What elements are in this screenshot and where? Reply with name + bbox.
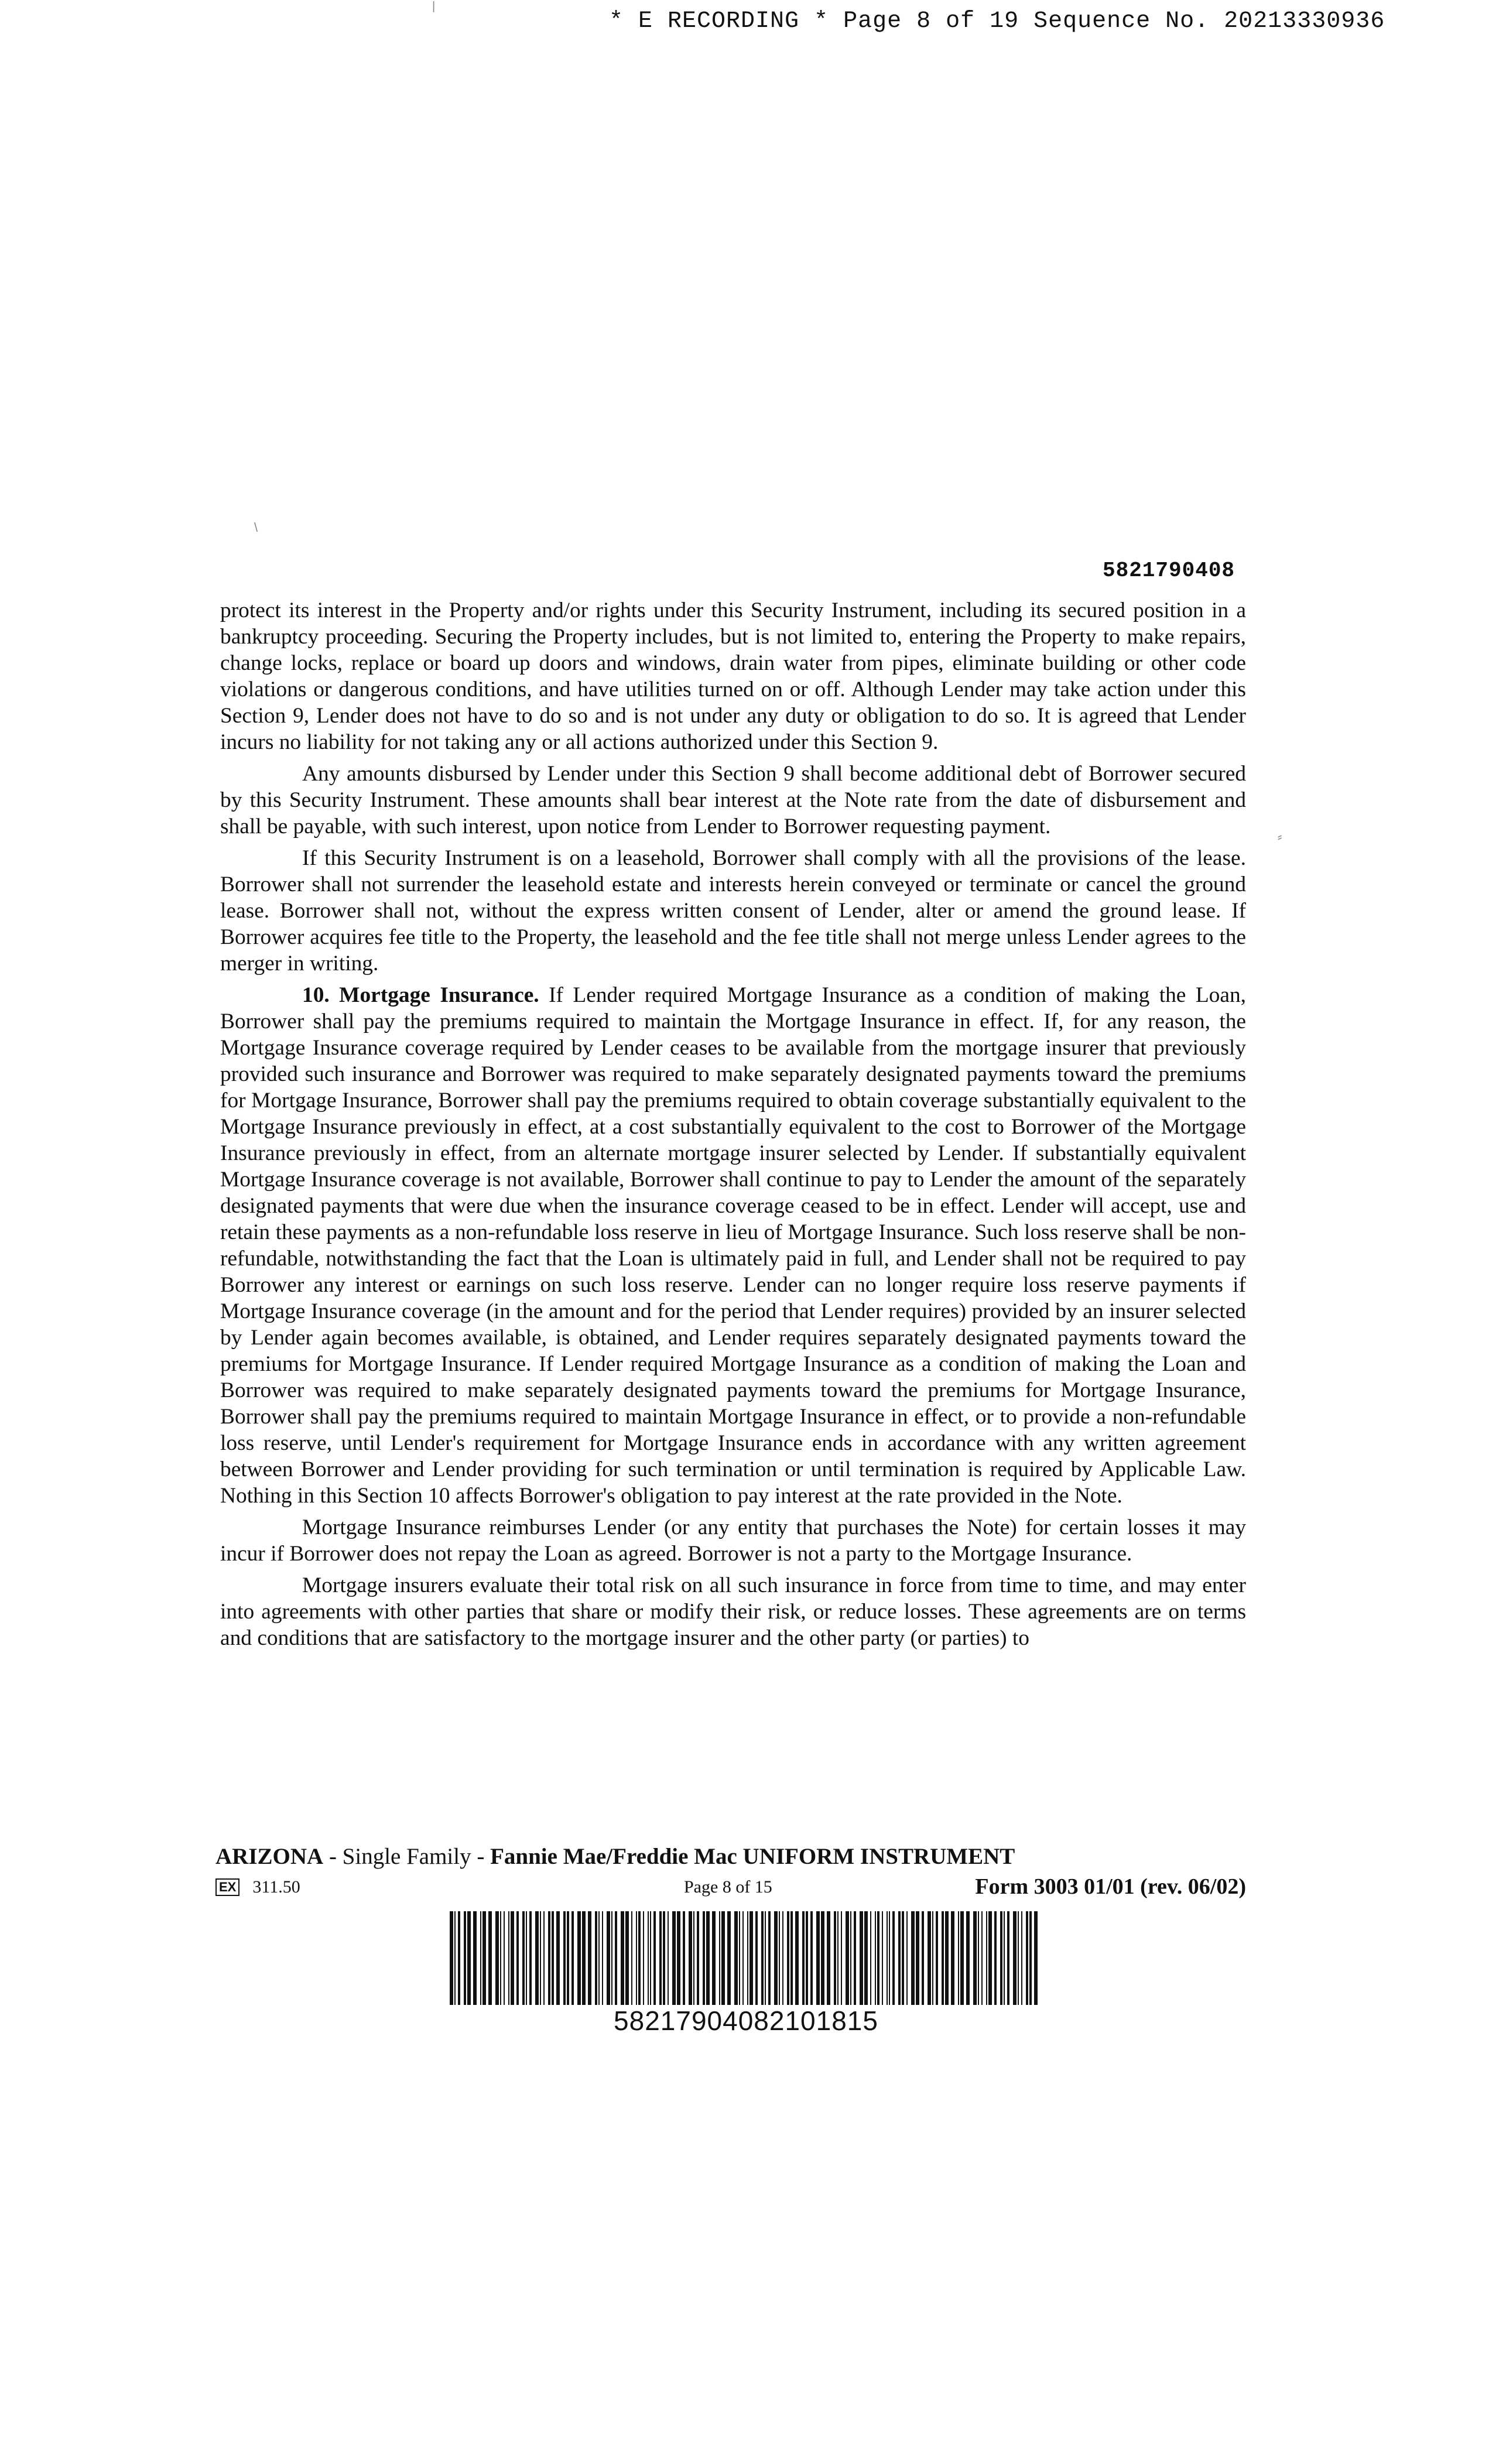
barcode-bar <box>556 1911 560 2005</box>
barcode-bar <box>790 1911 793 2005</box>
barcode-bar <box>650 1911 651 2005</box>
barcode-bar <box>504 1911 505 2005</box>
barcode-bar <box>806 1911 808 2005</box>
paragraph-amounts-disbursed: Any amounts disbursed by Lender under this Section 9 shall become additional debt of Borrower secured by this Security Instrument. These amounts shall bear interest at the Note rate from the date of disbursement and shall be payable, with such interest, upon notice from Lender to Borrower requesting payment. <box>220 762 1246 839</box>
barcode-bar <box>802 1911 805 2005</box>
barcode-bar <box>563 1911 566 2005</box>
barcode-bar <box>1018 1911 1019 2005</box>
barcode-bar <box>870 1911 871 2005</box>
barcode-bar <box>697 1911 699 2005</box>
barcode-bar <box>577 1911 581 2005</box>
barcode-bar <box>458 1911 460 2005</box>
barcode-bar <box>672 1911 676 2005</box>
barcode-bar <box>467 1911 471 2005</box>
document-body <box>220 597 1246 1657</box>
barcode-bar <box>747 1911 748 2005</box>
barcode-bar <box>689 1911 692 2005</box>
barcode-bar <box>911 1911 915 2005</box>
barcode-bar <box>877 1911 879 2005</box>
barcode-bar <box>795 1911 799 2005</box>
barcode-bar <box>742 1911 744 2005</box>
barcode-bar <box>864 1911 868 2005</box>
barcode-bar <box>548 1911 550 2005</box>
barcode-bar <box>526 1911 527 2005</box>
barcode-bar <box>960 1911 964 2005</box>
barcode-bar <box>480 1911 481 2005</box>
barcode-bar <box>782 1911 783 2005</box>
barcode-icon <box>447 1911 1045 2005</box>
barcode-bar <box>543 1911 545 2005</box>
barcode-bar <box>607 1911 610 2005</box>
barcode-bar <box>787 1911 789 2005</box>
barcode-bar <box>712 1911 716 2005</box>
paragraph-leasehold: If this Security Instrument is on a leasehold, Borrower shall comply with all the provisions of the lease. Borrower shall not surrender the leasehold estate and interests herein conveyed or terminate or cancel the ground lease. Borrower shall not, without the express written consent of Lender, alter or amend the ground lease. If Borrower acquires fee title to the Property, the leasehold and the fee title shall not merge unless Lender agrees to the merger in writing. <box>220 846 1246 976</box>
barcode-bar <box>473 1911 477 2005</box>
barcode-bar <box>986 1911 987 2005</box>
barcode-bar <box>602 1911 603 2005</box>
barcode-bar <box>755 1911 758 2005</box>
barcode-bar <box>643 1911 644 2005</box>
barcode-bar <box>958 1911 959 2005</box>
barcode-number: 58217904082101815 <box>614 2006 878 2036</box>
barcode-bar <box>567 1911 569 2005</box>
barcode-bar <box>846 1911 849 2005</box>
section-10-heading: 10. Mortgage Insurance. <box>302 983 539 1007</box>
barcode-bar <box>850 1911 851 2005</box>
barcode-bar <box>495 1911 499 2005</box>
barcode-bar <box>668 1911 669 2005</box>
barcode-bar <box>693 1911 694 2005</box>
loan-number: 5821790408 <box>1103 559 1236 583</box>
barcode-bar <box>535 1911 539 2005</box>
barcode-bar <box>482 1911 486 2005</box>
form-code-number: 311.50 <box>252 1877 300 1897</box>
paragraph-section10 <box>220 982 1246 1509</box>
scan-speck: ⸗ <box>1278 829 1282 844</box>
barcode-bar <box>945 1911 949 2005</box>
form-title <box>215 1843 1015 1870</box>
ellie-mae-logo-icon: EX <box>215 1878 239 1896</box>
barcode-bar <box>1004 1911 1005 2005</box>
barcode-bar <box>768 1911 771 2005</box>
barcode-bar <box>834 1911 836 2005</box>
barcode-bar <box>621 1911 624 2005</box>
barcode-bar <box>721 1911 725 2005</box>
barcode-bar <box>734 1911 738 2005</box>
barcode-bar <box>625 1911 629 2005</box>
barcode-bar <box>1029 1911 1032 2005</box>
barcode-bar <box>739 1911 740 2005</box>
section-10-text: If Lender required Mortgage Insurance as a condition of making the Loan, Borrower shall pay the premiums required to maintain the Mortgage Insurance in effect. If, for any reason, the Mortgage Insurance coverage required by Lender ceases to be available from the mortgage insurer that previously provided such insurance and Borrower was required to make separately designated payments toward the premiums for Mortgage Insurance, Borrower shall pay the premiums required to obtain coverage substantially equivalent to the Mortgage Insurance previously in effect, at a cost substantially equivalent to the cost to Borrower of the Mortgage Insurance previously in effect, from an alternate mortgage insurer selected by Lender. If substantially equivalent Mortgage Insurance coverage is not available, Borrower shall continue to pay to Lender the amount of the separately designated payments that were due when the insurance coverage ceased to be in effect. Lender will accept, use and retain these payments as a non-refundable loss reserve in lieu of Mortgage Insurance. Such loss reserve shall be non-refundable, notwithstanding the fact that the Loan is ultimately paid in full, and Lender shall not be required to pay Borrower any interest or earnings on such loss reserve. Lender can no longer require loss reserve payments if Mortgage Insurance coverage (in the amount and for the period that Lender requires) provided by an insurer selected by Lender again becomes available, is obtained, and Lender requires separately designated payments toward the premiums for Mortgage Insurance. If Lender required Mortgage Insurance as a condition of making the Loan and Borrower was required to make separately designated payments toward the premiums for Mortgage Insurance, Borrower shall pay the premiums required to maintain Mortgage Insurance in effect, or to provide a non-refundable loss reserve, until Lender's requirement for Mortgage Insurance ends in accordance with any written agreement between Borrower and Lender providing for such termination or until termination is required by Applicable Law. Nothing in this Section 10 affects Borrower's obligation to pay interest at the rate provided in the Note. <box>220 983 1246 1508</box>
barcode-bar <box>464 1911 466 2005</box>
barcode-bar <box>750 1911 753 2005</box>
scan-speck: | <box>432 0 436 13</box>
barcode-bar <box>902 1911 904 2005</box>
barcode-bar <box>611 1911 612 2005</box>
barcode-bar <box>588 1911 591 2005</box>
barcode-bar <box>942 1911 944 2005</box>
form-title-instrument: Fannie Mae/Freddie Mac UNIFORM INSTRUMENT <box>490 1844 1015 1869</box>
barcode-bar <box>994 1911 997 2005</box>
form-title-type: - Single Family - <box>323 1844 491 1869</box>
barcode-bar <box>454 1911 456 2005</box>
barcode-bar <box>892 1911 895 2005</box>
barcode-bar <box>516 1911 519 2005</box>
barcode-bar <box>854 1911 856 2005</box>
barcode-bar <box>966 1911 970 2005</box>
barcode-bar <box>727 1911 731 2005</box>
barcode-bar <box>500 1911 501 2005</box>
barcode-bar <box>615 1911 617 2005</box>
paragraph-mi-insurers: Mortgage insurers evaluate their total risk on all such insurance in force from time to time, and may enter into agreements with other parties that share or modify their risk, or reduce losses. These agreements are on terms and conditions that are satisfactory to the mortgage insurer and the other party (or parties) to <box>220 1573 1246 1650</box>
barcode-bar <box>860 1911 863 2005</box>
barcode-bar <box>1021 1911 1022 2005</box>
barcode-bar <box>981 1911 983 2005</box>
barcode-bar <box>595 1911 597 2005</box>
paragraph-section9-continued: protect its interest in the Property and/or rights under this Security Instrument, including its secured position in a bankruptcy proceeding. Securing the Property includes, but is not limited to, entering the Property to make repairs, change locks, replace or board up doors and windows, drain water from pipes, eliminate building or other code violations or dangerous conditions, and have utilities turned on or off. Although Lender may take action under this Section 9, Lender does not have to do so and is not under any duty or obligation to do so. It is agreed that Lender incurs no liability for not taking any or all actions authorized under this Section 9. <box>220 598 1246 754</box>
barcode-bar <box>677 1911 680 2005</box>
barcode-bar <box>529 1911 532 2005</box>
paragraph-mi-reimburses: Mortgage Insurance reimburses Lender (or any entity that purchases the Note) for certain losses it may incur if Borrower does not repay the Loan as agreed. Borrower is not a party to the Mortgage Insurance. <box>220 1515 1246 1566</box>
barcode-bar <box>978 1911 979 2005</box>
barcode-bar <box>508 1911 509 2005</box>
barcode-bar <box>916 1911 919 2005</box>
barcode-bar <box>951 1911 954 2005</box>
barcode-bar <box>779 1911 780 2005</box>
barcode-bar <box>882 1911 883 2005</box>
barcode-bar <box>540 1911 541 2005</box>
barcode-bar <box>1007 1911 1009 2005</box>
barcode-bar <box>598 1911 600 2005</box>
barcode-bar <box>774 1911 778 2005</box>
barcode-bar <box>1013 1911 1017 2005</box>
barcode-bar <box>683 1911 685 2005</box>
barcode-bar <box>659 1911 662 2005</box>
barcode-bar <box>973 1911 977 2005</box>
barcode-bar <box>988 1911 992 2005</box>
barcode-bar <box>631 1911 632 2005</box>
barcode-bar <box>765 1911 766 2005</box>
barcode-bar <box>898 1911 901 2005</box>
barcode-bar <box>761 1911 764 2005</box>
form-title-state: ARIZONA <box>215 1844 324 1869</box>
barcode-bar <box>889 1911 890 2005</box>
barcode-bar <box>906 1911 908 2005</box>
barcode-bar <box>1034 1911 1038 2005</box>
form-number: Form 3003 01/01 (rev. 06/02) <box>975 1874 1246 1899</box>
barcode-bar <box>936 1911 938 2005</box>
barcode-bar <box>582 1911 586 2005</box>
barcode-bar <box>816 1911 820 2005</box>
recording-header: * E RECORDING * Page 8 of 19 Sequence No. 20213330936 <box>609 8 1385 35</box>
scan-speck: \ <box>254 520 258 535</box>
barcode-bar <box>653 1911 656 2005</box>
barcode-bar <box>875 1911 876 2005</box>
barcode-bar <box>827 1911 830 2005</box>
barcode-bar <box>887 1911 888 2005</box>
barcode-bar <box>810 1911 813 2005</box>
barcode-bar <box>571 1911 574 2005</box>
barcode-bar <box>488 1911 492 2005</box>
barcode-bar <box>932 1911 933 2005</box>
barcode-bar <box>552 1911 554 2005</box>
barcode-bar <box>648 1911 649 2005</box>
barcode-bar <box>1000 1911 1002 2005</box>
barcode-bar <box>821 1911 824 2005</box>
page-indicator: Page 8 of 15 <box>684 1877 772 1897</box>
barcode-bar <box>922 1911 924 2005</box>
barcode-bar <box>511 1911 514 2005</box>
barcode-bar <box>928 1911 931 2005</box>
barcode-bar <box>638 1911 641 2005</box>
barcode-bar <box>719 1911 720 2005</box>
barcode-bar <box>841 1911 842 2005</box>
barcode-bar <box>837 1911 839 2005</box>
form-footer <box>215 1874 1246 1903</box>
barcode-bar <box>706 1911 710 2005</box>
form-code <box>215 1877 300 1897</box>
barcode-bar <box>450 1911 453 2005</box>
barcode-bar <box>663 1911 665 2005</box>
barcode-bar <box>1026 1911 1028 2005</box>
barcode-bar <box>522 1911 525 2005</box>
barcode-bar <box>703 1911 705 2005</box>
barcode-bar <box>636 1911 637 2005</box>
